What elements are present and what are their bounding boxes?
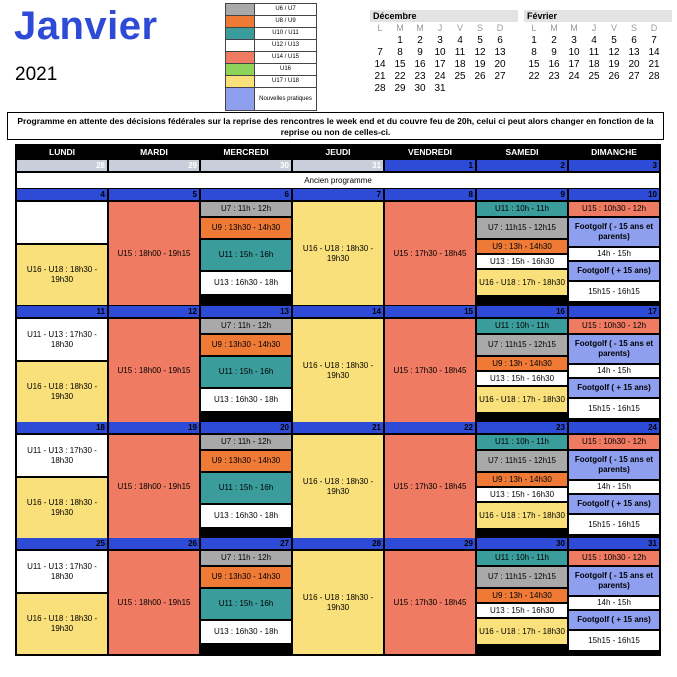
mini-day: 9	[551, 46, 557, 58]
old-program-banner: Ancien programme	[17, 173, 659, 188]
day-number: 1	[385, 160, 475, 171]
mini-day: 27	[494, 70, 506, 82]
legend-swatch	[226, 4, 255, 16]
session-saturday: U11 : 10h - 11h	[477, 551, 567, 565]
legend-swatch	[226, 64, 255, 76]
session-wednesday: U11 : 15h - 16h	[201, 240, 291, 270]
day-number: 30	[201, 160, 291, 171]
mini-day: 2	[417, 34, 423, 46]
session-u15: U15 : 17h30 - 18h45	[385, 551, 475, 654]
legend-label: U12 / U13	[255, 40, 317, 52]
day-number: 28	[293, 538, 383, 549]
mini-day: 28	[648, 70, 660, 82]
session-wednesday: U13 : 16h30 - 18h	[201, 505, 291, 527]
month-title: Janvier	[14, 4, 158, 48]
legend-swatch	[226, 40, 255, 52]
session-sunday: Footgolf ( + 15 ans)	[569, 495, 659, 513]
weekday-letter: L	[377, 23, 383, 33]
session-saturday: U13 : 15h - 16h30	[477, 604, 567, 617]
age-legend	[225, 3, 317, 111]
day-number: 19	[109, 422, 199, 433]
mini-day: 12	[608, 46, 620, 58]
session-wednesday: U9 : 13h30 - 14h30	[201, 218, 291, 238]
weekday-header: LUNDI	[49, 147, 75, 157]
session-sunday: 14h - 15h	[569, 481, 659, 493]
session-saturday: U13 : 15h - 16h30	[477, 488, 567, 501]
mini-day: 4	[591, 34, 597, 46]
day-number: 18	[17, 422, 107, 433]
mini-day: 7	[377, 46, 383, 58]
weekday-letter: M	[570, 23, 578, 33]
mini-day: 17	[568, 58, 580, 70]
mini-day: 2	[551, 34, 557, 46]
session-saturday: U16 - U18 : 17h - 18h30	[477, 503, 567, 528]
mini-day: 9	[417, 46, 423, 58]
session-wednesday: U13 : 16h30 - 18h	[201, 621, 291, 643]
legend-label: U6 / U7	[255, 4, 317, 16]
session-saturday: U9 : 13h - 14h30	[477, 589, 567, 602]
day-number: 15	[385, 306, 475, 317]
day-number: 6	[201, 189, 291, 200]
day-number: 5	[109, 189, 199, 200]
day-number: 3	[569, 160, 659, 171]
mini-day: 28	[374, 82, 386, 94]
mini-day: 11	[588, 46, 600, 58]
day-number: 10	[569, 189, 659, 200]
mini-day: 26	[474, 70, 486, 82]
day-number: 22	[385, 422, 475, 433]
day-number: 29	[109, 160, 199, 171]
mini-day: 21	[648, 58, 660, 70]
session-sunday: Footgolf ( - 15 ans et parents)	[569, 335, 659, 363]
mini-calendar-december	[370, 10, 518, 94]
mini-day: 3	[437, 34, 443, 46]
session-wednesday: U11 : 15h - 16h	[201, 357, 291, 387]
session-saturday: U16 - U18 : 17h - 18h30	[477, 619, 567, 644]
session-saturday: U9 : 13h - 14h30	[477, 240, 567, 253]
weekday-letter: D	[496, 23, 504, 33]
mini-day: 16	[548, 58, 560, 70]
mini-day: 14	[648, 46, 660, 58]
weekday-header: MERCREDI	[223, 147, 269, 157]
session-wednesday: U13 : 16h30 - 18h	[201, 389, 291, 411]
session-saturday: U13 : 15h - 16h30	[477, 372, 567, 385]
mini-day: 15	[528, 58, 540, 70]
session-sunday: Footgolf ( - 15 ans et parents)	[569, 567, 659, 595]
mini-day: 18	[588, 58, 600, 70]
session-wednesday: U7 : 11h - 12h	[201, 435, 291, 449]
session-u16-u18: U16 - U18 : 18h30 - 19h30	[293, 435, 383, 538]
legend-label: U10 / U11	[255, 28, 317, 40]
mini-day: 6	[631, 34, 637, 46]
mini-day: 1	[397, 34, 403, 46]
day-number: 21	[293, 422, 383, 433]
weekday-header: MARDI	[140, 147, 168, 157]
mini-day: 14	[374, 58, 386, 70]
mini-day: 13	[628, 46, 640, 58]
session-sunday: U15 : 10h30 - 12h	[569, 551, 659, 565]
mini-day: 15	[394, 58, 406, 70]
session-sunday: Footgolf ( - 15 ans et parents)	[569, 451, 659, 479]
mini-day: 16	[414, 58, 426, 70]
mini-day: 20	[628, 58, 640, 70]
legend-swatch	[226, 88, 255, 111]
weekday-letter: V	[610, 23, 617, 33]
weekday-header: DIMANCHE	[591, 147, 637, 157]
day-number: 20	[201, 422, 291, 433]
day-number: 29	[385, 538, 475, 549]
mini-day: 23	[414, 70, 426, 82]
mini-day: 19	[608, 58, 620, 70]
mini-day: 6	[497, 34, 503, 46]
session-saturday: U9 : 13h - 14h30	[477, 357, 567, 370]
weekday-letter: J	[591, 23, 597, 33]
legend-swatch	[226, 76, 255, 88]
mini-day: 5	[477, 34, 483, 46]
day-number: 31	[293, 160, 383, 171]
session-saturday: U11 : 10h - 11h	[477, 319, 567, 333]
session-saturday: U11 : 10h - 11h	[477, 435, 567, 449]
session-saturday: U7 : 11h15 - 12h15	[477, 451, 567, 471]
legend-swatch	[226, 16, 255, 28]
session-sunday: 14h - 15h	[569, 248, 659, 260]
session-saturday: U13 : 15h - 16h30	[477, 255, 567, 268]
mini-day: 24	[434, 70, 446, 82]
mini-day: 24	[568, 70, 580, 82]
day-number: 9	[477, 189, 567, 200]
legend-label: Nouvelles pratiques	[255, 88, 317, 111]
session-sunday: Footgolf ( + 15 ans)	[569, 379, 659, 397]
day-number: 26	[109, 538, 199, 549]
mini-day: 23	[548, 70, 560, 82]
session-wednesday: U9 : 13h30 - 14h30	[201, 335, 291, 355]
mini-calendar-title: Février	[524, 10, 672, 22]
session-sunday: U15 : 10h30 - 12h	[569, 202, 659, 216]
mini-day	[370, 34, 390, 46]
session-u11-u13: U11 - U13 : 17h30 - 18h30	[17, 435, 107, 476]
session-wednesday: U9 : 13h30 - 14h30	[201, 567, 291, 587]
session-sunday: 15h15 - 16h15	[569, 282, 659, 301]
mini-day: 7	[651, 34, 657, 46]
mini-day: 19	[474, 58, 486, 70]
session-wednesday: U7 : 11h - 12h	[201, 551, 291, 565]
mini-calendar-february	[524, 10, 672, 82]
weekday-header: JEUDI	[325, 147, 351, 157]
session-wednesday: U11 : 15h - 16h	[201, 473, 291, 503]
schedule-calendar	[15, 144, 661, 656]
weekday-letter: J	[437, 23, 443, 33]
day-number: 12	[109, 306, 199, 317]
weekday-letter: M	[550, 23, 558, 33]
mini-day: 20	[494, 58, 506, 70]
weekday-letter: M	[416, 23, 424, 33]
session-u16-u18: U16 - U18 : 18h30 - 19h30	[17, 478, 107, 538]
session-saturday: U16 - U18 : 17h - 18h30	[477, 270, 567, 295]
session-wednesday: U7 : 11h - 12h	[201, 319, 291, 333]
day-number: 23	[477, 422, 567, 433]
session-saturday: U7 : 11h15 - 12h15	[477, 567, 567, 587]
mini-day: 8	[397, 46, 403, 58]
session-u15: U15 : 17h30 - 18h45	[385, 202, 475, 305]
day-number: 13	[201, 306, 291, 317]
mini-day	[490, 82, 510, 94]
day-number: 25	[17, 538, 107, 549]
mini-day: 4	[457, 34, 463, 46]
mini-calendar-title: Décembre	[370, 10, 518, 22]
session-sunday: 15h15 - 16h15	[569, 399, 659, 418]
session-wednesday: U7 : 11h - 12h	[201, 202, 291, 216]
mini-day: 18	[454, 58, 466, 70]
session-u11-u13	[17, 202, 107, 243]
session-u11-u13: U11 - U13 : 17h30 - 18h30	[17, 319, 107, 360]
weekday-letter: D	[650, 23, 658, 33]
session-sunday: Footgolf ( + 15 ans)	[569, 611, 659, 629]
mini-day: 10	[434, 46, 446, 58]
day-number: 30	[477, 538, 567, 549]
session-wednesday: U9 : 13h30 - 14h30	[201, 451, 291, 471]
session-u16-u18: U16 - U18 : 18h30 - 19h30	[293, 202, 383, 305]
day-number: 24	[569, 422, 659, 433]
day-number: 11	[17, 306, 107, 317]
legend-label: U17 / U18	[255, 76, 317, 88]
session-saturday: U7 : 11h15 - 12h15	[477, 218, 567, 238]
session-u15: U15 : 18h00 - 19h15	[109, 319, 199, 422]
day-number: 2	[477, 160, 567, 171]
weekday-letter: S	[630, 23, 637, 33]
session-sunday: 15h15 - 16h15	[569, 631, 659, 650]
mini-day: 1	[531, 34, 537, 46]
day-number: 27	[201, 538, 291, 549]
day-number: 17	[569, 306, 659, 317]
weekday-letter: L	[531, 23, 537, 33]
mini-day: 27	[628, 70, 640, 82]
mini-day: 25	[454, 70, 466, 82]
mini-day: 12	[474, 46, 486, 58]
session-u16-u18: U16 - U18 : 18h30 - 19h30	[293, 551, 383, 654]
session-sunday: 15h15 - 16h15	[569, 515, 659, 534]
day-number: 4	[17, 189, 107, 200]
day-number: 7	[293, 189, 383, 200]
session-u15: U15 : 18h00 - 19h15	[109, 435, 199, 538]
legend-swatch	[226, 28, 255, 40]
program-notice: Programme en attente des décisions fédérales sur la reprise des rencontres le week end et du couvre feu de 20h, celui ci peut alors changer en fonction de la reprise ou non de celles-ci.	[7, 112, 664, 140]
session-sunday: 14h - 15h	[569, 597, 659, 609]
weekday-letter: V	[456, 23, 463, 33]
session-u16-u18: U16 - U18 : 18h30 - 19h30	[17, 594, 107, 654]
mini-day	[470, 82, 490, 94]
session-sunday: Footgolf ( + 15 ans)	[569, 262, 659, 280]
weekday-letter: M	[396, 23, 404, 33]
session-u15: U15 : 17h30 - 18h45	[385, 435, 475, 538]
session-saturday: U16 - U18 : 17h - 18h30	[477, 387, 567, 412]
day-number: 14	[293, 306, 383, 317]
session-saturday: U7 : 11h15 - 12h15	[477, 335, 567, 355]
legend-label: U14 / U15	[255, 52, 317, 64]
mini-day: 26	[608, 70, 620, 82]
legend-swatch	[226, 52, 255, 64]
mini-day: 3	[571, 34, 577, 46]
session-u15: U15 : 18h00 - 19h15	[109, 551, 199, 654]
session-sunday: 14h - 15h	[569, 365, 659, 377]
day-number: 16	[477, 306, 567, 317]
mini-day: 22	[394, 70, 406, 82]
mini-day: 30	[414, 82, 426, 94]
mini-day: 21	[374, 70, 386, 82]
session-wednesday: U11 : 15h - 16h	[201, 589, 291, 619]
weekday-letter: S	[476, 23, 483, 33]
session-wednesday: U13 : 16h30 - 18h	[201, 272, 291, 294]
session-u15: U15 : 18h00 - 19h15	[109, 202, 199, 305]
mini-day: 13	[494, 46, 506, 58]
session-u11-u13: U11 - U13 : 17h30 - 18h30	[17, 551, 107, 592]
day-number: 31	[569, 538, 659, 549]
mini-day: 22	[528, 70, 540, 82]
mini-day: 5	[611, 34, 617, 46]
session-u15: U15 : 17h30 - 18h45	[385, 319, 475, 422]
mini-day	[450, 82, 470, 94]
session-saturday: U9 : 13h - 14h30	[477, 473, 567, 486]
session-u16-u18: U16 - U18 : 18h30 - 19h30	[293, 319, 383, 422]
mini-day: 8	[531, 46, 537, 58]
weekday-header: VENDREDI	[408, 147, 452, 157]
session-sunday: U15 : 10h30 - 12h	[569, 435, 659, 449]
weekday-header: SAMEDI	[505, 147, 539, 157]
mini-day: 29	[394, 82, 406, 94]
session-sunday: U15 : 10h30 - 12h	[569, 319, 659, 333]
mini-day: 11	[454, 46, 466, 58]
legend-label: U8 / U9	[255, 16, 317, 28]
session-u16-u18: U16 - U18 : 18h30 - 19h30	[17, 362, 107, 422]
session-sunday: Footgolf ( - 15 ans et parents)	[569, 218, 659, 246]
session-u16-u18: U16 - U18 : 18h30 - 19h30	[17, 245, 107, 305]
mini-day: 17	[434, 58, 446, 70]
mini-day: 25	[588, 70, 600, 82]
day-number: 28	[17, 160, 107, 171]
year-label: 2021	[15, 64, 58, 85]
legend-label: U16	[255, 64, 317, 76]
session-saturday: U11 : 10h - 11h	[477, 202, 567, 216]
mini-day: 10	[568, 46, 580, 58]
day-number: 8	[385, 189, 475, 200]
mini-day: 31	[434, 82, 446, 94]
